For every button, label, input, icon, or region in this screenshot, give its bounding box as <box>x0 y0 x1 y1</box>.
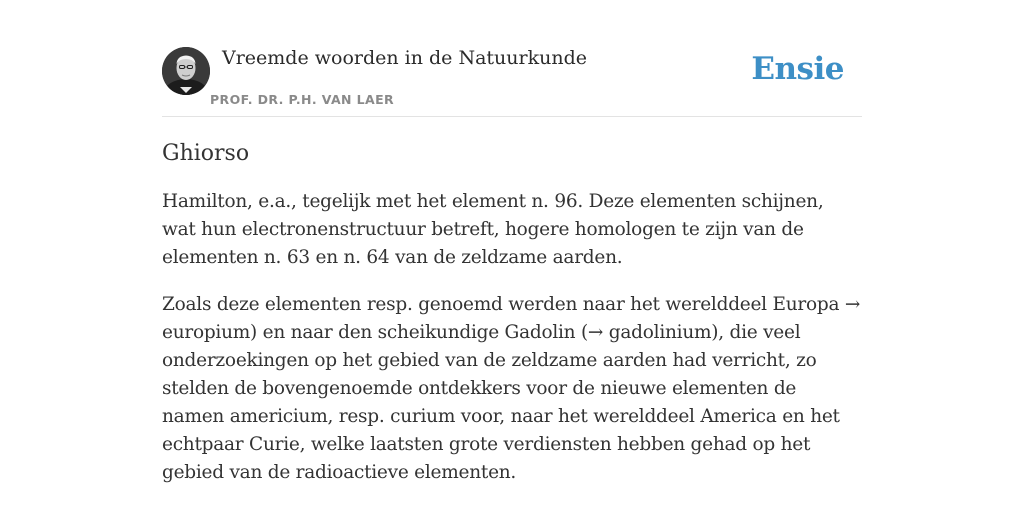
entry-paragraph-1: Hamilton, e.a., tegelijk met het element n. 96. Deze elementen schijnen, wat hun electronenstructuur betreft, hogere homologen te zijn van de elementen n. 63 en n. 64 van de zeldzame aarden. <box>162 191 824 268</box>
book-title[interactable]: Vreemde woorden in de Natuurkunde <box>222 47 587 69</box>
author-portrait-icon <box>162 47 210 95</box>
author-name[interactable]: PROF. DR. P.H. VAN LAER <box>210 92 395 107</box>
ensie-logo[interactable]: Ensie <box>751 51 844 87</box>
entry-title: Ghiorso <box>162 141 250 166</box>
entry-content <box>162 138 862 506</box>
page-header <box>162 46 862 117</box>
entry-paragraph-2: Zoals deze elementen resp. genoemd werden naar het werelddeel Europa → europium) en naar den scheikundige Gadolin (→ gadolinium), die veel onderzoekingen op het gebied van de zeldzame aarden had verricht, zo stelden de bovengenoemde ontdekkers voor de nieuwe elementen de namen americium, resp. curium voor, naar het werelddeel America en het echtpaar Curie, welke laatsten grote verdiensten hebben gehad op het gebied van de radioactieve elementen. <box>162 294 861 483</box>
author-avatar[interactable] <box>162 47 210 95</box>
